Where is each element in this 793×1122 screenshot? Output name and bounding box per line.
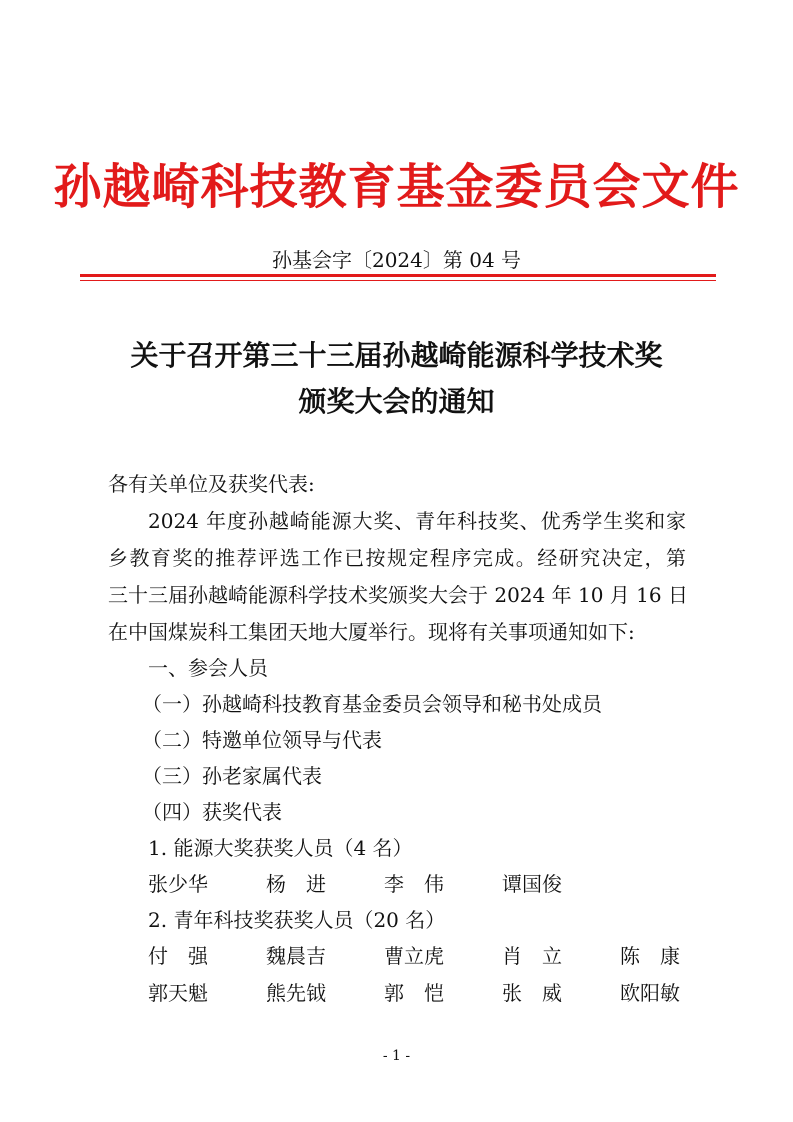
names-row <box>148 940 738 969</box>
red-divider-thick <box>80 274 716 277</box>
awardee-name: 欧阳敏 <box>620 981 680 1005</box>
awardee-name: 曹立虎 <box>384 944 444 968</box>
awardee-name: 熊先钺 <box>266 981 326 1005</box>
list-item: （一）孙越崎科技教育基金委员会领导和秘书处成员 <box>142 692 602 716</box>
awardee-name: 魏晨吉 <box>266 944 326 968</box>
names-row <box>148 868 620 897</box>
awardee-name: 郭 恺 <box>384 981 444 1005</box>
awardee-name: 张少华 <box>148 872 208 896</box>
page-number: - 1 - <box>382 1048 411 1064</box>
paragraph-line: 三十三届孙越崎能源科学技术奖颁奖大会于 2024 年 10 月 16 日 <box>108 583 688 607</box>
names-row <box>148 977 738 1006</box>
awardee-name: 谭国俊 <box>502 872 562 896</box>
list-item: （四）获奖代表 <box>142 800 282 824</box>
document-header-title: 孙越崎科技教育基金委员会文件 <box>53 159 740 215</box>
list-item: （二）特邀单位领导与代表 <box>142 728 382 752</box>
awardee-name: 张 威 <box>502 981 562 1005</box>
section-heading: 一、参会人员 <box>148 656 268 680</box>
paragraph-line: 2024 年度孙越崎能源大奖、青年科技奖、优秀学生奖和家 <box>148 509 686 533</box>
paragraph-line: 在中国煤炭科工集团天地大厦举行。现将有关事项通知如下: <box>108 620 635 644</box>
award-list-heading: 2. 青年科技奖获奖人员（20 名） <box>148 908 446 932</box>
notice-title-line-2: 颁奖大会的通知 <box>298 385 495 418</box>
document-number: 孙基会字〔2024〕第 04 号 <box>271 248 522 272</box>
awardee-name: 郭天魁 <box>148 981 208 1005</box>
red-divider-thin <box>80 280 716 281</box>
paragraph-line: 乡教育奖的推荐评选工作已按规定程序完成。经研究决定，第 <box>108 546 686 570</box>
awardee-name: 杨 进 <box>266 872 326 896</box>
award-list-heading: 1. 能源大奖获奖人员（4 名） <box>148 836 413 860</box>
awardee-name: 陈 康 <box>620 944 680 968</box>
awardee-name: 李 伟 <box>384 872 444 896</box>
notice-title-line-1: 关于召开第三十三届孙越崎能源科学技术奖 <box>130 339 663 372</box>
awardee-name: 肖 立 <box>502 944 562 968</box>
salutation: 各有关单位及获奖代表: <box>108 472 315 496</box>
list-item: （三）孙老家属代表 <box>142 764 322 788</box>
awardee-name: 付 强 <box>148 944 208 968</box>
